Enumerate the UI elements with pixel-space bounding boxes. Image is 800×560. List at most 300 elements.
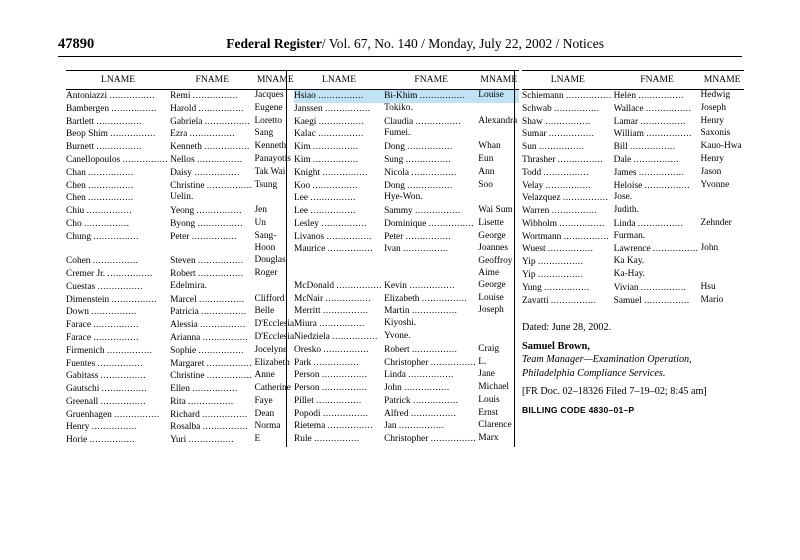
cell-mname: Ann: [478, 166, 495, 177]
table-row: [66, 167, 296, 180]
cell-mname: George: [478, 230, 506, 241]
cell-mname: D'Ecclesia: [254, 319, 295, 330]
cell-fname: Lawrence ................: [613, 243, 699, 255]
cell-fname: Ellen ................: [170, 383, 238, 395]
cell-mname: Yvonne: [700, 179, 730, 190]
table-row: [294, 268, 519, 280]
cell-lname: Maurice ................: [294, 243, 374, 255]
cell-lname: Popodi ................: [294, 407, 369, 419]
cell-fname: Daisy ................: [170, 166, 240, 178]
cell-fname: Jose.: [613, 192, 633, 203]
cell-lname: Yip ................: [522, 256, 584, 268]
cell-fname: Samuel ................: [613, 294, 690, 306]
cell-lname: Schiemann ................: [522, 90, 612, 102]
cell-fname: Judith.: [613, 205, 639, 216]
cell-mname: Whan: [478, 141, 501, 152]
cell-lname: Rietema ................: [294, 420, 374, 432]
cell-lname: Cho ................: [66, 217, 130, 229]
cell-lname: Merritt ................: [294, 305, 369, 317]
table-row: [294, 433, 519, 446]
cell-mname: E: [254, 434, 261, 445]
table-row: [66, 243, 296, 255]
table-row: [522, 205, 744, 218]
cell-mname: Craig: [478, 343, 500, 354]
cell-lname: Schwab ................: [522, 102, 600, 114]
table-row: [66, 255, 296, 268]
column-3: [514, 70, 742, 447]
cell-lname: Velay ................: [522, 179, 592, 191]
cell-lname: Sumar ................: [522, 128, 595, 140]
cell-lname: Knight ................: [294, 166, 368, 178]
cell-mname: Loretto: [254, 115, 283, 126]
table-row: [66, 179, 296, 192]
cell-mname: Dean: [254, 408, 275, 419]
table-row: [66, 192, 296, 205]
cell-fname: Yeong ................: [170, 205, 243, 217]
cell-lname: Gruenhagen ................: [66, 408, 160, 420]
cell-mname: [701, 205, 744, 218]
cell-mname: Un: [254, 217, 266, 228]
name-columns: [58, 70, 742, 447]
table-row: [522, 218, 744, 231]
table-row: [66, 294, 296, 307]
cell-mname: Louise: [478, 90, 519, 103]
cell-fname: Dong ................: [384, 179, 453, 191]
col-header-fname: FNAME: [614, 71, 701, 90]
cell-mname: Joseph: [478, 305, 504, 316]
col-header-lname: LNAME: [522, 71, 614, 90]
table-row: [66, 268, 296, 281]
cell-mname: Jason: [700, 166, 722, 177]
table-row: [294, 243, 519, 256]
table-row: [522, 167, 744, 180]
table-row: [66, 319, 296, 332]
cell-lname: Kim ................: [294, 141, 359, 153]
cell-fname: Robert ................: [384, 343, 458, 355]
table-row: [522, 154, 744, 167]
cell-fname: Robert ................: [170, 268, 244, 280]
cell-mname: [701, 269, 744, 282]
cell-mname: Tak Wai: [254, 166, 286, 177]
cell-mname: Lisette: [478, 217, 504, 228]
cell-fname: Richard ................: [170, 408, 248, 420]
cell-fname: Linda ................: [384, 369, 454, 381]
table-header-row: [294, 71, 519, 90]
cell-fname: [384, 256, 478, 268]
cell-mname: Eugene: [254, 102, 283, 113]
cell-fname: Christopher ................: [384, 433, 477, 445]
doc-reference: [FR Doc. 02–18326 Filed 7–19–02; 8:45 am]: [522, 386, 707, 398]
cell-lname: Hsiao ................: [294, 90, 384, 103]
cell-fname: Nicola ................: [384, 166, 458, 178]
cell-fname: Sung ................: [384, 154, 452, 165]
cell-fname: Kevin ................: [384, 279, 455, 291]
cell-lname: Rule ................: [294, 433, 360, 445]
col-header-lname: LNAME: [66, 71, 170, 90]
cell-fname: Martin ................: [384, 305, 458, 317]
cell-fname: Claudia ................: [384, 115, 462, 127]
cell-lname: Wibholm ................: [522, 217, 605, 229]
dated-line: Dated: June 28, 2002.: [522, 322, 612, 334]
cell-mname: Sang-: [254, 230, 277, 241]
cell-lname: Zavatti ................: [522, 294, 597, 306]
table-row: [294, 344, 519, 357]
cell-fname: Elizabeth ................: [384, 292, 468, 304]
cell-fname: William ................: [613, 128, 692, 140]
table-row: [294, 369, 519, 382]
table-row: [66, 409, 296, 422]
cell-fname: Nellos ................: [170, 154, 243, 165]
cell-fname: Alfred ................: [384, 407, 457, 419]
cell-fname: Ka Kay.: [613, 256, 645, 267]
cell-fname: Patrick ................: [384, 394, 459, 406]
table-row: [294, 218, 519, 231]
table-row: [66, 128, 296, 141]
table-row: [522, 116, 744, 129]
cell-fname: Steven ................: [170, 255, 244, 267]
col-header-mname: MNAME: [478, 71, 519, 90]
cell-mname: Faye: [254, 395, 273, 406]
publication-citation: / Vol. 67, No. 140 / Monday, July 22, 2002 / Notices: [321, 36, 604, 51]
cell-lname: Velazquez ................: [522, 192, 609, 204]
cell-mname: Eun: [478, 154, 494, 164]
cell-mname: Catherine: [254, 383, 291, 394]
cell-lname: Farace ................: [66, 319, 139, 331]
table-row: [294, 395, 519, 408]
cell-lname: Down ................: [66, 306, 137, 318]
cell-lname: Gabitass ................: [66, 370, 147, 382]
cell-fname: Rosalba ................: [170, 421, 249, 433]
table-row: [294, 408, 519, 421]
table-row: [294, 318, 519, 331]
table-row: [294, 280, 519, 293]
table-row: [66, 434, 296, 447]
cell-lname: Burnett ................: [66, 141, 143, 153]
table-row: [66, 205, 296, 218]
cell-fname: Jan ................: [384, 420, 445, 432]
cell-lname: Horie ................: [66, 434, 136, 446]
cell-fname: Helen ................: [613, 90, 684, 102]
cell-mname: Alexandra: [478, 115, 518, 126]
cell-mname: D'Ecclesia: [254, 331, 295, 342]
cell-lname: Livanos ................: [294, 230, 373, 242]
cell-fname: Kiyoshi.: [384, 318, 417, 329]
table-row: [66, 141, 296, 154]
cell-fname: Patricia ................: [170, 306, 247, 318]
cell-mname: Marx: [478, 433, 499, 444]
cell-mname: Hoon: [254, 243, 276, 254]
table-row: [66, 421, 296, 434]
cell-mname: Jocelyne: [254, 344, 288, 355]
table-row: [294, 231, 519, 244]
cell-fname: Edelmira.: [170, 280, 207, 291]
table-row: [294, 116, 519, 129]
cell-lname: Todd ................: [522, 166, 590, 178]
cell-lname: Dimenstein ................: [66, 293, 158, 305]
cell-mname: Louis: [478, 394, 500, 405]
cell-fname: Sophie ................: [170, 344, 245, 356]
table-row: [66, 116, 296, 129]
cell-lname: [294, 256, 384, 268]
cell-fname: Ka-Hay.: [613, 269, 646, 280]
cell-fname: Remi ................: [170, 90, 239, 102]
cell-lname: Henry ................: [66, 421, 138, 433]
page-header: [58, 36, 742, 53]
cell-fname: Yvone.: [384, 330, 411, 341]
cell-fname: Hye-Won.: [384, 192, 423, 203]
cell-fname: Bill ................: [613, 141, 676, 153]
cell-fname: Margaret ................: [170, 357, 253, 369]
cell-fname: Uelin.: [170, 192, 194, 203]
table-row: [294, 331, 519, 344]
cell-fname: Tokiko.: [384, 102, 413, 113]
cell-fname: Christine ................: [170, 370, 253, 382]
table-header-row: [66, 71, 296, 90]
table-row: [66, 218, 296, 231]
table-row: [294, 154, 519, 167]
signer-title-line1: Team Manager—Examination Operation,: [522, 354, 692, 366]
cell-lname: Thrasher ................: [522, 154, 604, 165]
col-header-fname: FNAME: [384, 71, 478, 90]
cell-mname: Saxonis: [700, 128, 731, 139]
cell-mname: Roger: [254, 268, 278, 279]
table-row: [294, 192, 519, 205]
cell-lname: Kaegi ................: [294, 115, 365, 127]
table-row: [522, 90, 744, 103]
col-header-mname: MNAME: [701, 71, 744, 90]
table-row: [294, 179, 519, 192]
cell-lname: McDonald ................: [294, 279, 383, 291]
cell-fname: Lamar ................: [613, 115, 687, 127]
cell-mname: [701, 192, 744, 205]
cell-lname: [66, 243, 170, 255]
cell-lname: Kim ................: [294, 154, 359, 165]
cell-fname: Alessia ................: [170, 319, 246, 331]
table-row: [294, 167, 519, 180]
cell-fname: Harold ................: [170, 102, 245, 114]
cell-fname: Sammy ................: [384, 205, 461, 217]
cell-lname: Koo ................: [294, 179, 359, 191]
cell-fname: Dale ................: [613, 154, 680, 165]
cell-fname: Kenneth ................: [170, 141, 250, 153]
cell-fname: Peter ................: [170, 230, 238, 242]
cell-fname: Dong ................: [384, 141, 453, 153]
publication-name: Federal Register: [226, 36, 322, 51]
cell-lname: Person ................: [294, 382, 368, 394]
cell-lname: Beop Shim ................: [66, 128, 156, 140]
column-1: [58, 70, 295, 447]
cell-lname: Cremer Jr. ................: [66, 268, 154, 280]
cell-mname: Jane: [478, 369, 495, 380]
cell-fname: Ezra ................: [170, 128, 236, 140]
cell-mname: Hsu: [700, 281, 716, 292]
cell-lname: Yung ................: [522, 281, 590, 293]
cell-fname: Christine ................: [170, 179, 253, 191]
cell-lname: Kalac ................: [294, 128, 364, 140]
cell-mname: Panayotis: [254, 154, 291, 164]
page-number: 47890: [58, 36, 95, 52]
cell-mname: John: [700, 243, 719, 254]
signer-name: Samuel Brown,: [522, 340, 590, 352]
table-row: [294, 103, 519, 116]
cell-fname: Rita ................: [170, 395, 234, 407]
names-table-3: [522, 70, 744, 307]
cell-lname: Lee ................: [294, 192, 357, 204]
cell-lname: Lesley ................: [294, 217, 367, 229]
cell-lname: Firmenich ................: [66, 344, 153, 356]
cell-mname: George: [478, 279, 506, 290]
cell-lname: Park ................: [294, 356, 360, 368]
column-2: [286, 70, 518, 447]
cell-mname: Louise: [478, 292, 504, 303]
cell-lname: Bartlett ................: [66, 115, 143, 127]
cell-fname: Vivian ................: [613, 281, 687, 293]
cell-lname: Farace ................: [66, 331, 139, 343]
table-row: [66, 357, 296, 370]
cell-lname: Warren ................: [522, 205, 598, 217]
cell-mname: Jen: [254, 205, 267, 216]
cell-mname: Zehnder: [700, 217, 732, 228]
cell-lname: Lee ................: [294, 205, 357, 217]
cell-lname: [294, 268, 384, 280]
table-row: [522, 243, 744, 256]
cell-mname: Mario: [700, 294, 724, 305]
cell-lname: Wuest ................: [522, 243, 594, 255]
cell-mname: [701, 231, 744, 244]
cell-fname: Peter ................: [384, 230, 452, 242]
cell-fname: Arianna ................: [170, 331, 249, 343]
table-row: [522, 295, 744, 308]
cell-fname: Bi-Khim ................: [384, 90, 478, 103]
closing-block: [522, 321, 734, 417]
cell-fname: Linda ................: [613, 217, 684, 229]
table-header-row: [522, 71, 744, 90]
table-row: [294, 305, 519, 318]
table-row: [66, 281, 296, 294]
cell-fname: Furman.: [613, 230, 646, 241]
table-row: [522, 128, 744, 141]
table-row: [66, 154, 296, 167]
cell-fname: Marcel ................: [170, 293, 245, 305]
cell-mname: Geoffroy: [478, 256, 513, 267]
cell-mname: L.: [478, 356, 487, 367]
table-row: [294, 256, 519, 268]
cell-fname: Heloise ................: [613, 179, 691, 191]
cell-mname: Elizabeth: [254, 357, 290, 368]
cell-mname: Sang: [254, 128, 274, 139]
cell-lname: Chan ................: [66, 166, 134, 178]
header-divider: [58, 56, 742, 57]
table-row: [66, 383, 296, 396]
table-row: [294, 205, 519, 218]
cell-lname: Chung ................: [66, 230, 139, 242]
names-table-1: [66, 70, 296, 447]
table-row: [522, 179, 744, 192]
table-row: [522, 269, 744, 282]
table-row: [66, 396, 296, 409]
cell-mname: Henry: [700, 154, 724, 164]
cell-lname: Chiu ................: [66, 205, 133, 217]
cell-lname: McNair ................: [294, 292, 372, 304]
table-row: [522, 256, 744, 269]
table-row: [294, 382, 519, 395]
table-row: [294, 293, 519, 306]
cell-fname: Ivan ................: [384, 243, 449, 255]
cell-mname: Michael: [478, 382, 510, 393]
table-row: [522, 103, 744, 116]
cell-mname: Clarence: [478, 420, 512, 431]
table-row: [294, 90, 519, 103]
cell-lname: Janssen ................: [294, 102, 371, 114]
cell-fname: John ................: [384, 382, 450, 394]
cell-lname: Pillet ................: [294, 394, 362, 406]
cell-mname: Belle: [254, 306, 275, 317]
table-row: [522, 231, 744, 244]
table-row: [294, 356, 519, 369]
header-title: [94, 36, 742, 52]
cell-fname: Gabriela ................: [170, 115, 251, 127]
table-row: [66, 103, 296, 116]
cell-lname: Chen ................: [66, 192, 134, 204]
cell-fname: Fumei.: [384, 128, 411, 139]
cell-mname: Joseph: [700, 102, 727, 113]
cell-mname: Douglas: [254, 255, 286, 266]
cell-lname: Greenall ................: [66, 395, 147, 407]
cell-lname: Cuestas ................: [66, 280, 144, 292]
cell-lname: Shaw ................: [522, 115, 591, 127]
cell-mname: [701, 256, 744, 269]
table-row: [66, 345, 296, 358]
cell-lname: Yip ................: [522, 269, 584, 281]
cell-mname: Jacques: [254, 90, 284, 101]
billing-code: BILLING CODE 4830–01–P: [522, 404, 635, 415]
cell-mname: Wai Sum: [478, 205, 513, 216]
cell-lname: Wortmann ................: [522, 230, 610, 242]
cell-lname: Gautschi ................: [66, 383, 148, 395]
col-header-mname: MNAME: [254, 71, 296, 90]
cell-mname: Hedwig: [700, 90, 731, 101]
cell-mname: Tsung: [254, 179, 278, 190]
cell-lname: Canellopoulos ................: [66, 154, 169, 165]
table-row: [294, 128, 519, 141]
table-row: [66, 90, 296, 103]
cell-fname: Byong ................: [170, 217, 244, 229]
table-row: [294, 420, 519, 433]
cell-mname: Soo: [478, 179, 493, 190]
names-table-2: [294, 70, 519, 446]
cell-fname: Christopher ................: [384, 356, 477, 368]
table-row: [522, 141, 744, 154]
cell-fname: Yuri ................: [170, 434, 235, 446]
cell-mname: Ernst: [478, 407, 499, 418]
cell-fname: Dominique ................: [384, 217, 475, 229]
table-row: [66, 306, 296, 319]
cell-lname: Chen ................: [66, 179, 134, 191]
signer-title-line2: Philadelphia Compliance Services.: [522, 367, 666, 379]
cell-fname: [170, 243, 254, 255]
table-row: [522, 282, 744, 295]
cell-mname: Clifford: [254, 293, 285, 304]
cell-lname: Antoniazzi ................: [66, 90, 156, 102]
table-row: [66, 370, 296, 383]
cell-lname: Oresko ................: [294, 343, 370, 355]
cell-lname: Miura ................: [294, 318, 365, 330]
cell-mname: Norma: [254, 421, 281, 432]
cell-mname: Aime: [478, 268, 500, 279]
cell-fname: [384, 268, 478, 280]
table-row: [66, 231, 296, 244]
cell-lname: Fuentes ................: [66, 357, 144, 369]
